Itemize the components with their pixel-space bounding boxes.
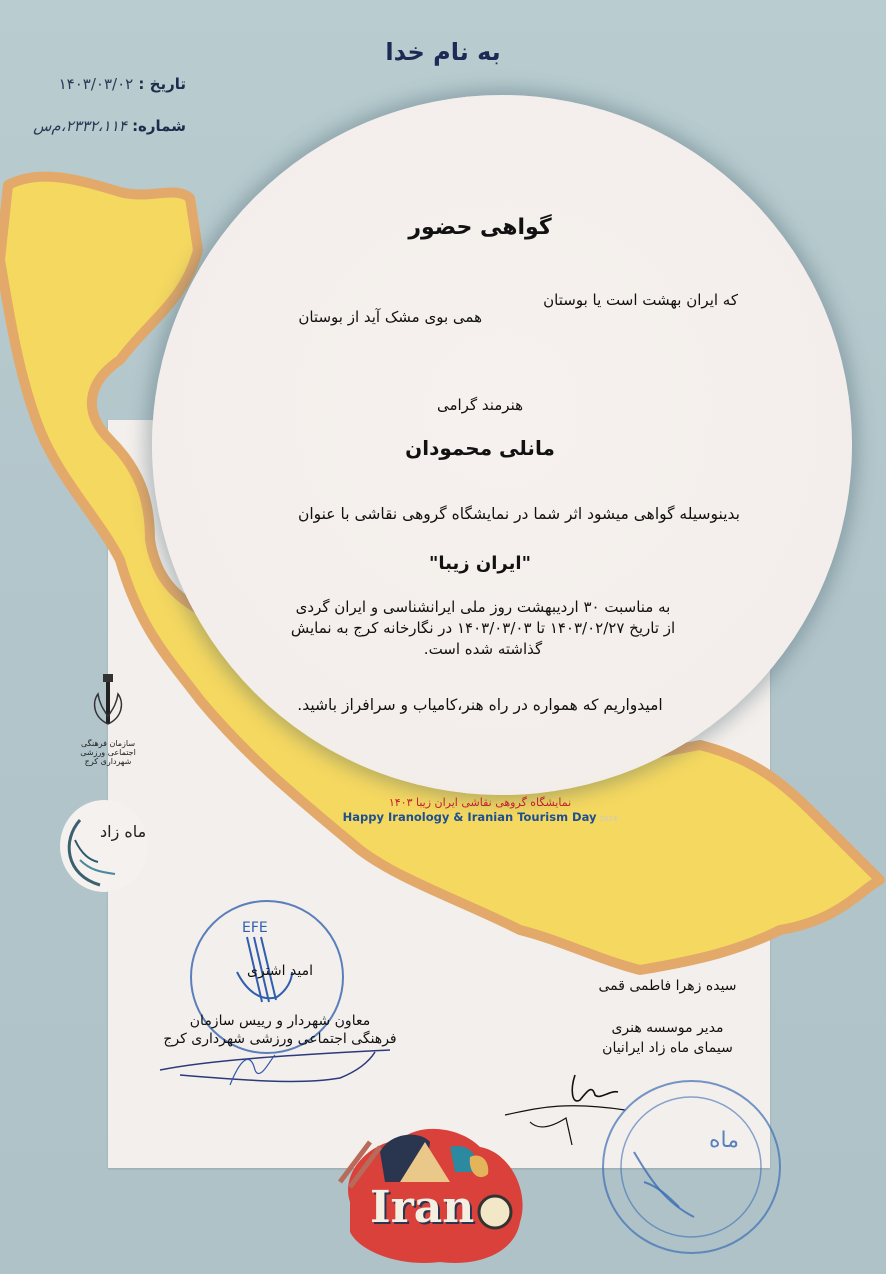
banner-year: 2024	[599, 815, 618, 823]
iran-wordmark: Iran	[370, 1182, 475, 1233]
karaj-organization-logo	[68, 672, 148, 766]
bismillah-heading: به نام خدا	[385, 38, 501, 66]
banner-persian: نمایشگاه گروهی نقاشی ایران زیبا ۱۴۰۳	[388, 796, 572, 809]
banner-english	[330, 810, 630, 824]
body-paragraph-2	[230, 597, 736, 660]
svg-text:ماه: ماه	[709, 1128, 740, 1153]
date-label: تاریخ :	[138, 75, 186, 93]
body-paragraph-1: بدینوسیله گواهی میشود اثر شما در نمایشگاه گروهی نقاشی با عنوان	[297, 505, 740, 523]
certificate-title: گواهی حضور	[408, 215, 552, 240]
mahzad-logo	[60, 800, 148, 892]
mahzad-crescent-icon	[60, 800, 148, 892]
right-signatory-title-2: سیمای ماه زاد ایرانیان	[602, 1040, 733, 1056]
number-line	[8, 117, 186, 135]
banner-english-text: Happy Iranology & Iranian Tourism Day	[342, 810, 597, 824]
tulip-icon	[88, 672, 128, 734]
number-label: شماره:	[132, 117, 186, 135]
left-signature	[150, 1040, 410, 1090]
right-signatory-title-1: مدیر موسسه هنری	[611, 1020, 724, 1036]
mahzad-wordmark: ماه زاد	[100, 822, 147, 841]
closing-wish: امیدواریم که همواره در راه هنر،کامیاب و سرافراز باشید.	[297, 696, 663, 714]
body-paragraph-2-line-3: گذاشته شده است.	[423, 640, 543, 658]
number-value: ۲۳۳۲،۱۱۴،م‌س	[33, 117, 127, 135]
svg-text:EFE: EFE	[242, 920, 268, 936]
poem-line-2: همی بوی مشک آید از بوستان	[298, 308, 482, 326]
poem-line-1: که ایران بهشت است یا بوستان	[543, 291, 738, 309]
date-line	[8, 75, 186, 93]
left-signatory-title-1: معاون شهردار و رییس سازمان	[189, 1013, 371, 1029]
body-paragraph-2-line-2: از تاریخ ۱۴۰۳/۰۲/۲۷ تا ۱۴۰۳/۰۳/۰۳ در نگارخانه کرج به نمایش	[290, 619, 676, 637]
left-signatory-title-2: فرهنگی اجتماعی ورزشی شهرداری کرج	[163, 1031, 397, 1047]
body-paragraph-2-line-1: به مناسبت ۳۰ اردیبهشت روز ملی ایرانشناسی و ایران گردی	[295, 598, 671, 616]
date-value: ۱۴۰۳/۰۳/۰۲	[58, 75, 134, 93]
recipient-name: مانلی محمودان	[405, 436, 555, 460]
mahzad-stamp-emblem-icon	[604, 1082, 779, 1252]
salutation: هنرمند گرامی	[436, 396, 524, 414]
official-stamp-mahzad	[602, 1080, 781, 1254]
karaj-organization-name: سازمان فرهنگی اجتماعی ورزشی شهرداری کرج	[80, 739, 136, 766]
iran-art-logo	[330, 1112, 530, 1270]
right-signatory-name: سیده زهرا فاطمی قمی	[598, 978, 737, 994]
left-signatory-name: امید اشتری	[247, 963, 313, 979]
artwork-title: "ایران زیبا"	[429, 553, 531, 574]
